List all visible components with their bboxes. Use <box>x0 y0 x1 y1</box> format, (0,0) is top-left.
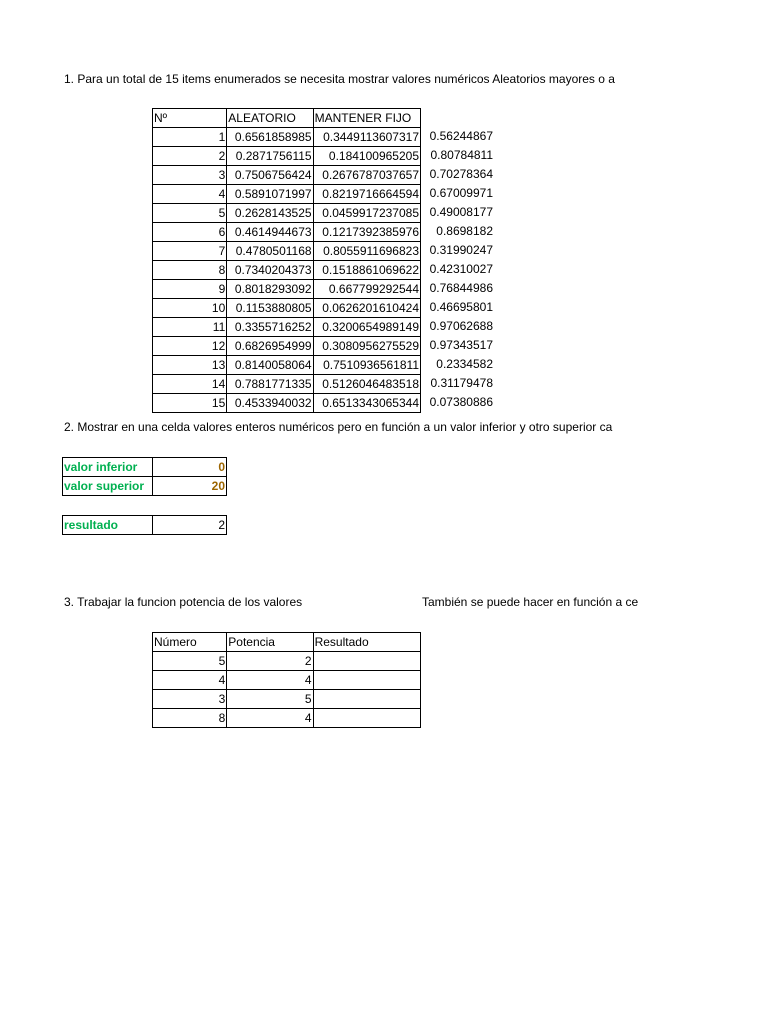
table-row <box>153 280 421 299</box>
cell-aleatorio[interactable]: 0.7506756424 <box>227 166 313 185</box>
cell-aleatorio[interactable]: 0.7881771335 <box>227 375 313 394</box>
power-table-header <box>153 633 421 652</box>
table-row <box>153 261 421 280</box>
table-row <box>153 299 421 318</box>
table-row <box>153 128 421 147</box>
cell-mantener-fijo[interactable]: 0.3080956275529 <box>313 337 420 356</box>
cell-extra-value[interactable]: 0.97343517 <box>429 338 493 352</box>
table-row <box>153 690 421 709</box>
cell-n[interactable]: 4 <box>153 185 227 204</box>
table-row <box>153 375 421 394</box>
table-row <box>153 337 421 356</box>
cell-n[interactable]: 14 <box>153 375 227 394</box>
header-resultado[interactable]: Resultado <box>313 633 420 652</box>
cell-extra-value[interactable]: 0.49008177 <box>429 205 493 219</box>
cell-aleatorio[interactable]: 0.1153880805 <box>227 299 313 318</box>
result-table <box>62 515 227 535</box>
cell-mantener-fijo[interactable]: 0.7510936561811 <box>313 356 420 375</box>
cell-n[interactable]: 11 <box>153 318 227 337</box>
table-row <box>153 147 421 166</box>
cell-potencia[interactable]: 5 <box>227 690 313 709</box>
cell-mantener-fijo[interactable]: 0.5126046483518 <box>313 375 420 394</box>
cell-extra-value[interactable]: 0.70278364 <box>429 167 493 181</box>
cell-potencia[interactable]: 4 <box>227 709 313 728</box>
cell-extra-value[interactable]: 0.56244867 <box>429 129 493 143</box>
cell-mantener-fijo[interactable]: 0.0626201610424 <box>313 299 420 318</box>
cell-extra-value[interactable]: 0.31990247 <box>429 243 493 257</box>
table-row <box>153 166 421 185</box>
cell-mantener-fijo[interactable]: 0.1217392385976 <box>313 223 420 242</box>
table-row <box>153 185 421 204</box>
header-numero[interactable]: Número <box>153 633 227 652</box>
cell-aleatorio[interactable]: 0.2628143525 <box>227 204 313 223</box>
cell-mantener-fijo[interactable]: 0.3449113607317 <box>313 128 420 147</box>
cell-extra-value[interactable]: 0.8698182 <box>436 224 493 238</box>
cell-n[interactable]: 1 <box>153 128 227 147</box>
table-row <box>153 671 421 690</box>
result-row <box>63 516 227 535</box>
section2-text: 2. Mostrar en una celda valores enteros numéricos pero en función a un valor inferior y otro superior ca <box>64 420 613 434</box>
cell-aleatorio[interactable]: 0.4533940032 <box>227 394 313 413</box>
cell-n[interactable]: 2 <box>153 147 227 166</box>
table-row <box>153 709 421 728</box>
lower-row <box>63 458 227 477</box>
result-label[interactable]: resultado <box>63 516 153 535</box>
cell-resultado[interactable] <box>313 671 420 690</box>
cell-mantener-fijo[interactable]: 0.3200654989149 <box>313 318 420 337</box>
section3-text: 3. Trabajar la funcion potencia de los valores <box>64 595 303 609</box>
lower-label[interactable]: valor inferior <box>63 458 153 477</box>
cell-aleatorio[interactable]: 0.7340204373 <box>227 261 313 280</box>
section3-side-text: También se puede hacer en función a ce <box>422 595 639 609</box>
header-n[interactable]: Nº <box>153 109 227 128</box>
cell-n[interactable]: 13 <box>153 356 227 375</box>
cell-potencia[interactable]: 2 <box>227 652 313 671</box>
cell-extra-value[interactable]: 0.97062688 <box>429 319 493 333</box>
cell-resultado[interactable] <box>313 690 420 709</box>
cell-potencia[interactable]: 4 <box>227 671 313 690</box>
cell-mantener-fijo[interactable]: 0.1518861069622 <box>313 261 420 280</box>
table-row <box>153 394 421 413</box>
cell-aleatorio[interactable]: 0.4614944673 <box>227 223 313 242</box>
cell-aleatorio[interactable]: 0.4780501168 <box>227 242 313 261</box>
table-row <box>153 242 421 261</box>
cell-n[interactable]: 5 <box>153 204 227 223</box>
cell-numero[interactable]: 3 <box>153 690 227 709</box>
cell-numero[interactable]: 5 <box>153 652 227 671</box>
table-row <box>153 204 421 223</box>
cell-extra-value[interactable]: 0.80784811 <box>430 148 493 162</box>
header-potencia[interactable]: Potencia <box>227 633 313 652</box>
cell-extra-value[interactable]: 0.46695801 <box>429 300 493 314</box>
cell-extra-value[interactable]: 0.07380886 <box>429 395 493 409</box>
cell-mantener-fijo[interactable]: 0.184100965205 <box>313 147 420 166</box>
cell-extra-value[interactable]: 0.42310027 <box>429 262 493 276</box>
header-aleatorio[interactable]: ALEATORIO <box>227 109 313 128</box>
cell-n[interactable]: 10 <box>153 299 227 318</box>
cell-n[interactable]: 15 <box>153 394 227 413</box>
cell-aleatorio[interactable]: 0.3355716252 <box>227 318 313 337</box>
upper-value[interactable]: 20 <box>153 477 227 496</box>
cell-aleatorio[interactable]: 0.2871756115 <box>227 147 313 166</box>
cell-mantener-fijo[interactable]: 0.8219716664594 <box>313 185 420 204</box>
cell-n[interactable]: 9 <box>153 280 227 299</box>
cell-aleatorio[interactable]: 0.6826954999 <box>227 337 313 356</box>
cell-aleatorio[interactable]: 0.8018293092 <box>227 280 313 299</box>
header-mantener-fijo[interactable]: MANTENER FIJO <box>313 109 420 128</box>
cell-numero[interactable]: 4 <box>153 671 227 690</box>
section1-text: 1. Para un total de 15 items enumerados se necesita mostrar valores numéricos Aleatorios mayores o a <box>64 72 615 86</box>
random-table <box>152 108 421 413</box>
cell-mantener-fijo[interactable]: 0.6513343065344 <box>313 394 420 413</box>
cell-resultado[interactable] <box>313 652 420 671</box>
cell-n[interactable]: 8 <box>153 261 227 280</box>
table-row <box>153 223 421 242</box>
lower-value[interactable]: 0 <box>153 458 227 477</box>
cell-numero[interactable]: 8 <box>153 709 227 728</box>
cell-n[interactable]: 12 <box>153 337 227 356</box>
cell-mantener-fijo[interactable]: 0.667799292544 <box>313 280 420 299</box>
result-value[interactable]: 2 <box>153 516 227 535</box>
upper-label[interactable]: valor superior <box>63 477 153 496</box>
cell-aleatorio[interactable]: 0.8140058064 <box>227 356 313 375</box>
cell-extra-value[interactable]: 0.31179478 <box>430 376 493 390</box>
table-row <box>153 652 421 671</box>
cell-mantener-fijo[interactable]: 0.2676787037657 <box>313 166 420 185</box>
cell-extra-value[interactable]: 0.2334582 <box>436 357 493 371</box>
table-row <box>153 318 421 337</box>
cell-resultado[interactable] <box>313 709 420 728</box>
power-table <box>152 632 421 728</box>
cell-mantener-fijo[interactable]: 0.8055911696823 <box>313 242 420 261</box>
cell-extra-value[interactable]: 0.67009971 <box>429 186 493 200</box>
cell-n[interactable]: 6 <box>153 223 227 242</box>
cell-mantener-fijo[interactable]: 0.0459917237085 <box>313 204 420 223</box>
cell-aleatorio[interactable]: 0.5891071997 <box>227 185 313 204</box>
cell-n[interactable]: 7 <box>153 242 227 261</box>
cell-extra-value[interactable]: 0.76844986 <box>429 281 493 295</box>
upper-row <box>63 477 227 496</box>
table-row <box>153 356 421 375</box>
random-table-header <box>153 109 421 128</box>
range-table <box>62 457 227 496</box>
cell-aleatorio[interactable]: 0.6561858985 <box>227 128 313 147</box>
cell-n[interactable]: 3 <box>153 166 227 185</box>
